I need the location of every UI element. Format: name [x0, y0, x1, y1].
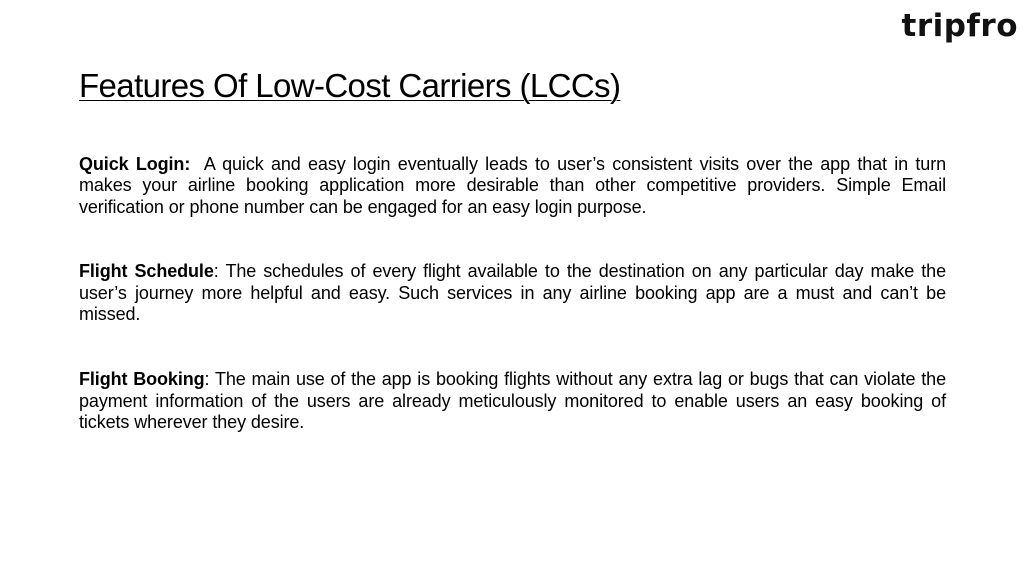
slide-title: Features Of Low-Cost Carriers (LCCs)	[79, 67, 621, 104]
section-flight-schedule	[79, 261, 946, 325]
section-separator: :	[213, 261, 226, 282]
slide-body	[79, 154, 946, 477]
brand-logo: tripfro	[901, 8, 1018, 44]
section-term: Flight Schedule	[79, 261, 214, 282]
section-text: A quick and easy login eventually leads to user’s consistent visits over the app that in turn makes your airline booking application more desirable than other competitive providers. Simple Email verification or phone number can be engaged for an easy login purpose.	[79, 154, 947, 217]
section-quick-login	[79, 154, 946, 218]
section-term: Flight Booking	[79, 369, 205, 390]
section-term: Quick Login:	[79, 154, 191, 174]
section-separator	[190, 154, 204, 174]
section-flight-booking	[79, 369, 946, 433]
section-separator: :	[204, 369, 215, 390]
section-text: The schedules of every flight available to the destination on any particular day make the user’s journey more helpful and easy. Such services in any airline booking app are a must and can’t be missed.	[79, 261, 947, 325]
section-text: The main use of the app is booking flights without any extra lag or bugs that can violate the payment information of the users are already meticulously monitored to enable users an easy booking of tickets wherever they desire.	[79, 369, 946, 433]
